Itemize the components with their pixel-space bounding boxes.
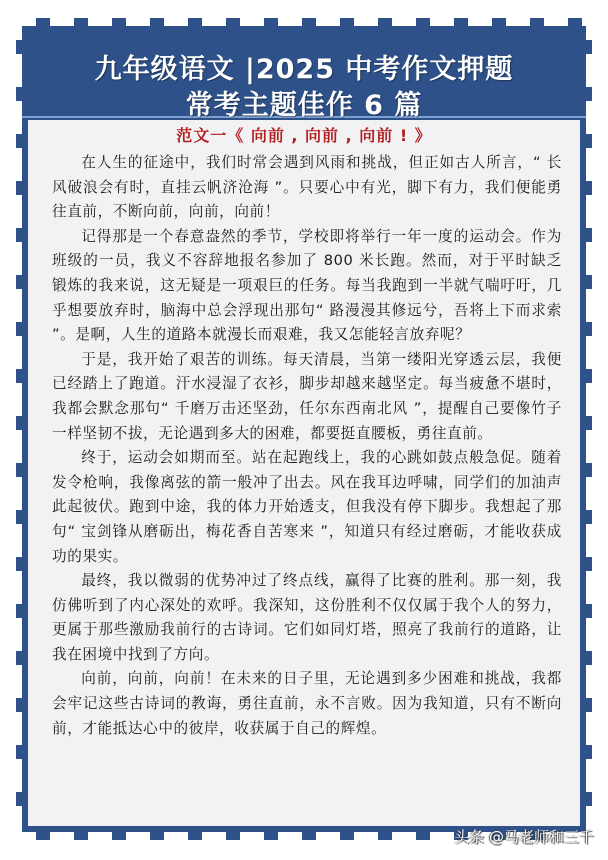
- edge-tooth: [112, 832, 126, 840]
- edge-tooth: [16, 275, 22, 289]
- edge-tooth: [340, 832, 354, 840]
- edge-tooth: [378, 18, 392, 26]
- edge-tooth: [16, 228, 22, 242]
- watermark: 头条 @马老师和三千: [454, 828, 594, 846]
- edge-tooth: [586, 604, 592, 618]
- edge-tooth: [586, 134, 592, 148]
- edge-tooth: [74, 18, 88, 26]
- edge-tooth: [36, 18, 50, 26]
- edge-tooth: [264, 18, 278, 26]
- edge-tooth: [586, 228, 592, 242]
- edge-tooth: [416, 18, 430, 26]
- edge-tooth: [530, 18, 544, 26]
- edge-tooth: [302, 18, 316, 26]
- edge-tooth: [586, 792, 592, 806]
- edge-tooth: [16, 792, 22, 806]
- edge-tooth: [492, 18, 506, 26]
- edge-tooth: [586, 87, 592, 101]
- edge-tooth: [586, 557, 592, 571]
- edge-tooth: [264, 832, 278, 840]
- edge-tooth: [16, 510, 22, 524]
- edge-tooth: [36, 832, 50, 840]
- edge-tooth: [586, 745, 592, 759]
- paragraph: 记得那是一个春意盎然的季节，学校即将举行一年一度的运动会。作为班级的一员，我义不容辞地报名参加了 800 米长跑。然而，对于平时缺乏锻炼的我来说，这无疑是一项艰巨的任务。每当我跑到一半就气喘吁吁，几乎想要放弃时，脑海中总会浮现出那句“ 路漫漫其修远兮，吾将上下而求索 ”。是啊，人生的道路本就漫长而艰难，我又怎能轻言放弃呢？: [52, 227, 562, 344]
- edge-tooth: [16, 322, 22, 336]
- edge-tooth: [586, 510, 592, 524]
- paragraph: 最终，我以微弱的优势冲过了终点线，赢得了比赛的胜利。那一刻，我仿佛听到了内心深处的欢呼。我深知，这份胜利不仅仅属于我个人的努力，更属于那些激励我前行的古诗词。它们如同灯塔，照亮了我前行的道路，让我在困境中找到了方向。: [52, 572, 562, 663]
- edge-tooth: [586, 698, 592, 712]
- paragraph: 向前，向前，向前！在未来的日子里，无论遇到多少困难和挑战，我都会牢记这些古诗词的教诲，勇往直前，永不言败。因为我知道，只有不断向前，才能抵达心中的彼岸，收获属于自己的辉煌。: [52, 670, 562, 737]
- edge-tooth: [586, 40, 592, 54]
- edge-tooth: [16, 369, 22, 383]
- edge-tooth: [16, 604, 22, 618]
- title-line-2: 常考主题佳作 6 篇: [185, 90, 423, 121]
- edge-tooth: [226, 18, 240, 26]
- edge-tooth: [188, 18, 202, 26]
- edge-tooth: [150, 18, 164, 26]
- edge-tooth: [586, 369, 592, 383]
- poster-title: [22, 52, 586, 124]
- edge-tooth: [188, 832, 202, 840]
- paragraph: 终于，运动会如期而至。站在起跑线上，我的心跳如鼓点般急促。随着发令枪响，我像离弦的箭一般冲了出去。风在我耳边呼啸，同学们的加油声此起彼伏。跑到中途，我的体力开始透支，但我没有停下脚步。我想起了那句“ 宝剑锋从磨砺出，梅花香自苦寒来 ”，知道只有经过磨砺，才能收获成功的果实。: [52, 449, 562, 565]
- edge-tooth: [302, 832, 316, 840]
- edge-tooth: [568, 18, 582, 26]
- edge-tooth: [454, 18, 468, 26]
- edge-tooth: [378, 832, 392, 840]
- edge-tooth: [16, 416, 22, 430]
- title-line-1: 九年级语文 |2025 中考作文押题: [94, 54, 514, 85]
- edge-tooth: [16, 134, 22, 148]
- essay-title: 范文一《 向前 , 向前 , 向前 ! 》: [176, 126, 432, 145]
- edge-tooth: [416, 832, 430, 840]
- edge-tooth: [150, 832, 164, 840]
- edge-tooth: [74, 832, 88, 840]
- edge-tooth: [16, 463, 22, 477]
- edge-tooth: [226, 832, 240, 840]
- edge-tooth: [586, 463, 592, 477]
- edge-tooth: [586, 275, 592, 289]
- edge-tooth: [16, 181, 22, 195]
- edge-tooth: [16, 557, 22, 571]
- paragraph: 在人生的征途中，我们时常会遇到风雨和挑战，但正如古人所言，“ 长风破浪会有时，直挂云帆济沧海 ”。只要心中有光，脚下有力，我们便能勇往直前，不断向前，向前，向前！: [52, 154, 562, 221]
- edge-tooth: [112, 18, 126, 26]
- edge-tooth: [586, 181, 592, 195]
- paragraph: 于是，我开始了艰苦的训练。每天清晨，当第一缕阳光穿透云层，我便已经踏上了跑道。汗水浸湿了衣衫，脚步却越来越坚定。每当疲惫不堪时，我都会默念那句“ 千磨万击还坚劲，任尔东西南北风 ”，提醒自己要像竹子一样坚韧不拔，无论遇到多大的困难，都要挺直腰板，勇往直前。: [52, 350, 562, 442]
- edge-tooth: [340, 18, 354, 26]
- edge-tooth: [586, 651, 592, 665]
- edge-tooth: [586, 416, 592, 430]
- edge-tooth: [16, 745, 22, 759]
- edge-tooth: [16, 698, 22, 712]
- edge-tooth: [586, 322, 592, 336]
- essay-body: [52, 151, 562, 741]
- edge-tooth: [16, 651, 22, 665]
